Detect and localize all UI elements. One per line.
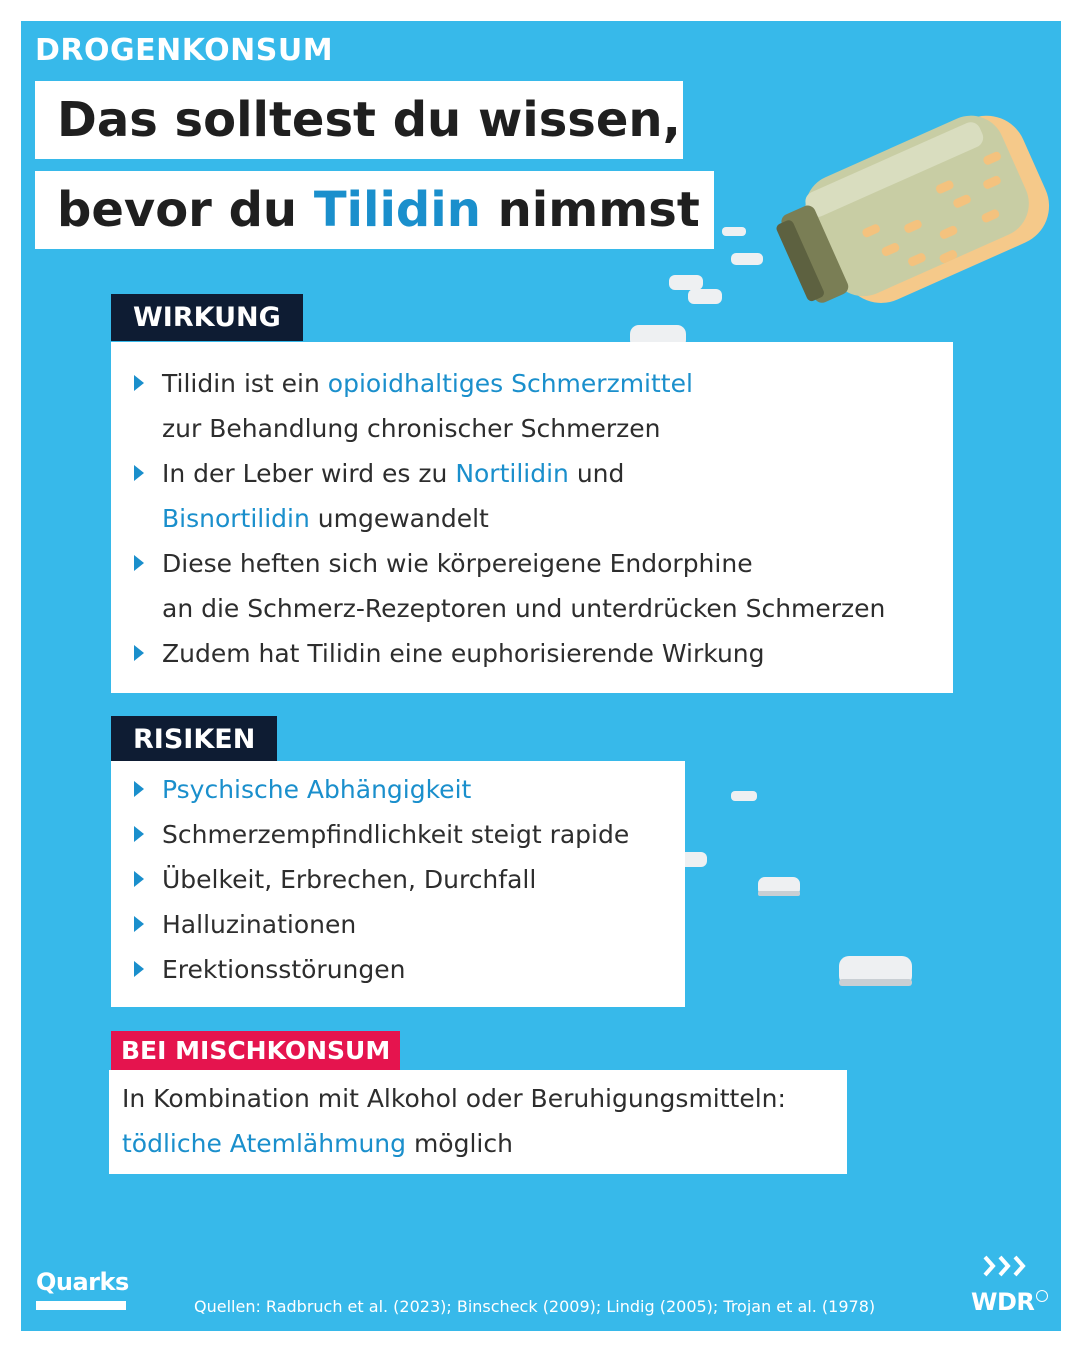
pill-bottle-icon [765, 97, 1062, 332]
wdr-logo: WDR [971, 1288, 1035, 1316]
risiken-card [111, 761, 685, 1007]
list-item: Zudem hat Tilidin eine euphorisierende Wirkung [162, 631, 765, 676]
list-item-continuation: Bisnortilidin umgewandelt [162, 504, 489, 533]
bullet-triangle-icon [134, 465, 144, 481]
list-item: Diese heften sich wie körpereigene Endorphine [162, 541, 753, 586]
page-title-line-2: bevor du Tilidin nimmst [35, 171, 714, 249]
wirkung-card [111, 342, 953, 693]
bullet-triangle-icon [134, 916, 144, 932]
bullet-triangle-icon [134, 826, 144, 842]
list-item: Tilidin ist ein opioidhaltiges Schmerzmittel [162, 361, 693, 406]
list-item-continuation: an die Schmerz-Rezeptoren und unterdrücken Schmerzen [162, 594, 886, 623]
bullet-triangle-icon [134, 961, 144, 977]
kicker-label: DROGENKONSUM [35, 33, 334, 68]
section-tag-wirkung: WIRKUNG [111, 294, 303, 341]
bullet-triangle-icon [134, 645, 144, 661]
quarks-logo: Quarks [36, 1268, 129, 1296]
list-item: Schmerzempfindlichkeit steigt rapide [162, 812, 629, 857]
sources-text: Quellen: Radbruch et al. (2023); Binscheck (2009); Lindig (2005); Trojan et al. (1978) [194, 1297, 876, 1316]
section-tag-risiken: RISIKEN [111, 716, 277, 763]
list-item: Halluzinationen [162, 902, 356, 947]
list-item-continuation: zur Behandlung chronischer Schmerzen [162, 414, 661, 443]
bullet-triangle-icon [134, 555, 144, 571]
list-item: Erektionsstörungen [162, 947, 405, 992]
list-item: Übelkeit, Erbrechen, Durchfall [162, 857, 536, 902]
quarks-logo-bar [36, 1301, 126, 1310]
bullet-triangle-icon [134, 781, 144, 797]
list-item: In der Leber wird es zu Nortilidin und [162, 451, 624, 496]
mischkonsum-text-line-2: tödliche Atemlähmung möglich [122, 1129, 513, 1158]
mischkonsum-text-line-1: In Kombination mit Alkohol oder Beruhigungsmitteln: [122, 1084, 786, 1113]
wdr-registered-icon [1036, 1290, 1048, 1302]
mischkonsum-card [109, 1070, 847, 1174]
section-tag-mischkonsum: BEI MISCHKONSUM [111, 1031, 400, 1071]
title-highlight: Tilidin [313, 182, 481, 238]
list-item: Psychische Abhängigkeit [162, 767, 471, 812]
page-title-line-1: Das solltest du wissen, [35, 81, 683, 159]
bullet-triangle-icon [134, 375, 144, 391]
bullet-triangle-icon [134, 871, 144, 887]
wdr-arrows-icon [983, 1253, 1033, 1279]
